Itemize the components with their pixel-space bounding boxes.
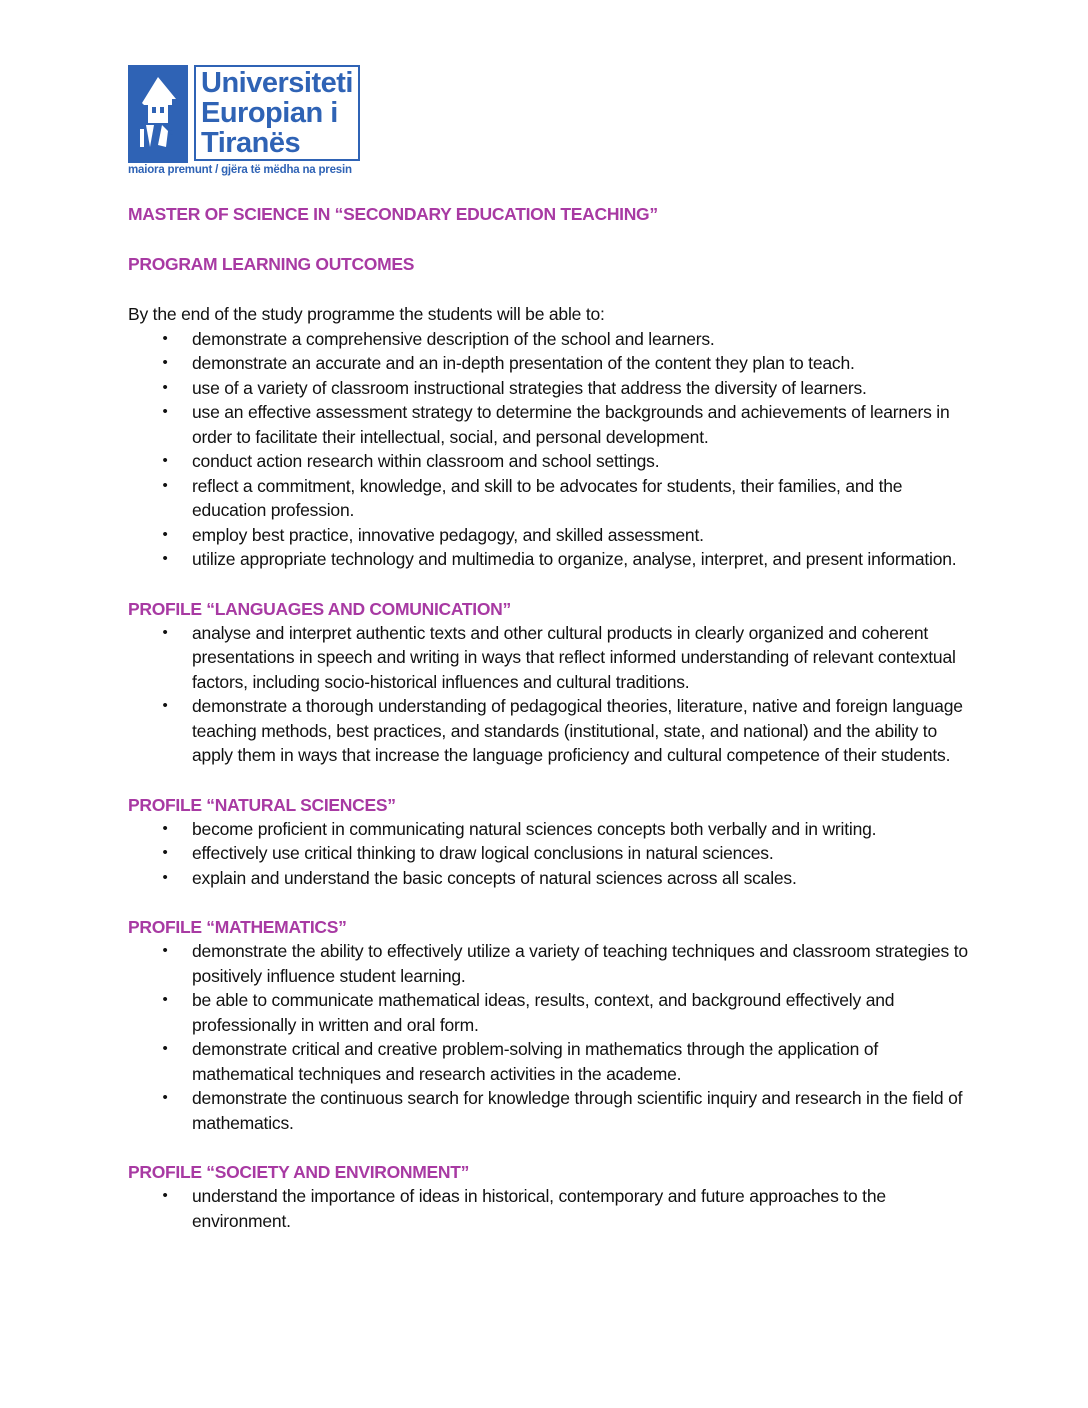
building-emblem-icon — [128, 65, 188, 163]
profile-natural-sciences — [128, 793, 968, 891]
svg-text:c: c — [168, 126, 173, 138]
logo-emblem — [128, 65, 188, 163]
list-item: • demonstrate the continuous search for knowledge through scientific inquiry and research in the field of mathematics. — [128, 1086, 968, 1135]
profile-languages — [128, 597, 968, 768]
outcomes-heading: PROGRAM LEARNING OUTCOMES — [128, 254, 415, 274]
profile-heading: PROFILE “MATHEMATICS” — [128, 917, 347, 937]
bullet-icon: • — [162, 550, 168, 567]
bullet-icon: • — [162, 868, 168, 886]
list-item: • explain and understand the basic concepts of natural sciences across all scales. — [128, 866, 968, 891]
bullet-icon: • — [162, 1089, 168, 1106]
list-item: • demonstrate critical and creative problem-solving in mathematics through the application of mathematical techniques and research activities in the academe. — [128, 1037, 968, 1086]
program-title: MASTER OF SCIENCE IN “SECONDARY EDUCATION TEACHING” — [128, 204, 658, 224]
bullet-icon: • — [162, 1040, 168, 1057]
bullet-icon: • — [162, 942, 168, 959]
bullet-icon: • — [162, 378, 168, 396]
bullet-icon: • — [162, 1187, 168, 1204]
bullet-icon: • — [162, 697, 168, 714]
logo-line-1: Universiteti — [201, 67, 353, 99]
bullet-icon: • — [162, 844, 168, 861]
list-item: • be able to communicate mathematical ideas, results, context, and background effectively and professionally in written and oral form. — [128, 988, 968, 1037]
list-item: • demonstrate an accurate and an in-depth presentation of the content they plan to teach. — [128, 351, 968, 376]
bullet-icon: • — [162, 354, 168, 371]
bullet-icon: • — [162, 991, 168, 1008]
logo-motto: maiora premunt / gjëra të mëdha na presin — [128, 164, 352, 176]
profile-list — [128, 1184, 968, 1233]
profile-heading: PROFILE “LANGUAGES AND COMUNICATION” — [128, 598, 511, 619]
profile-list — [128, 621, 968, 768]
profile-heading: PROFILE “NATURAL SCIENCES” — [128, 794, 396, 815]
profile-list — [128, 817, 968, 891]
bullet-icon: • — [162, 329, 168, 347]
profile-society-environment — [128, 1160, 968, 1233]
list-item: • utilize appropriate technology and multimedia to organize, analyse, interpret, and present information. — [128, 547, 968, 572]
bullet-icon: • — [162, 476, 168, 494]
bullet-icon: • — [162, 819, 168, 837]
list-item: • demonstrate a comprehensive description of the school and learners. — [128, 327, 968, 352]
list-item: • use of a variety of classroom instructional strategies that address the diversity of learners. — [128, 376, 968, 401]
outcomes-list — [128, 327, 968, 572]
list-item: • conduct action research within classroom and school settings. — [128, 449, 968, 474]
logo-wordmark — [194, 65, 360, 161]
bullet-icon: • — [162, 452, 168, 469]
list-item: • analyse and interpret authentic texts and other cultural products in clearly organized and coherent presentations in speech and writing in ways that reflect informed understanding of relevant contextual factors, including socio-historical influences and cultural traditions. — [128, 621, 968, 695]
logo-line-3: Tiranës — [201, 127, 301, 159]
profile-heading: PROFILE “SOCIETY AND ENVIRONMENT” — [128, 1162, 470, 1182]
list-item: • demonstrate the ability to effectively utilize a variety of teaching techniques and classroom strategies to positively influence student learning. — [128, 939, 968, 988]
profile-mathematics — [128, 915, 968, 1135]
list-item: • understand the importance of ideas in historical, contemporary and future approaches to the environment. — [128, 1184, 968, 1233]
list-item: • effectively use critical thinking to draw logical conclusions in natural sciences. — [128, 841, 968, 866]
bullet-icon: • — [162, 525, 168, 543]
logo-line-2: Europian i — [201, 97, 338, 129]
list-item: • become proficient in communicating natural sciences concepts both verbally and in writing. — [128, 817, 968, 842]
list-item: • employ best practice, innovative pedagogy, and skilled assessment. — [128, 523, 968, 548]
document-body — [128, 202, 968, 1233]
intro-text: By the end of the study programme the students will be able to: — [128, 304, 605, 324]
list-item: • reflect a commitment, knowledge, and skill to be advocates for students, their families, and the education profession. — [128, 474, 968, 523]
bullet-icon: • — [162, 403, 168, 420]
profile-list — [128, 939, 968, 1135]
list-item: • demonstrate a thorough understanding of pedagogical theories, literature, native and foreign language teaching methods, best practices, and standards (institutional, state, and national) and the ability to apply them in ways that increase the language proficiency and cultural competence of their students. — [128, 694, 968, 768]
list-item: • use an effective assessment strategy to determine the backgrounds and achievements of learners in order to facilitate their intellectual, social, and personal development. — [128, 400, 968, 449]
university-logo — [128, 65, 364, 180]
bullet-icon: • — [162, 623, 168, 641]
